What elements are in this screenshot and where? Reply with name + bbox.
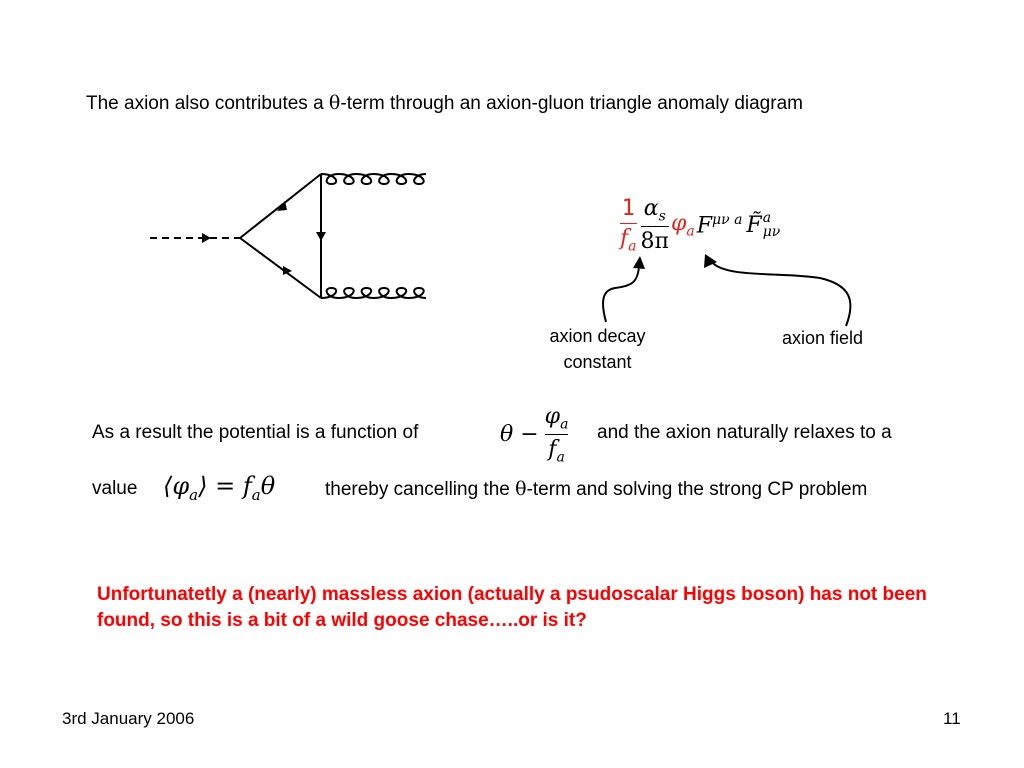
gluon-line-lower [321, 288, 426, 298]
a-subscript: a [628, 238, 637, 255]
phi-symbol: φ [670, 211, 687, 236]
f-a-denominator-2 [548, 437, 565, 465]
fermion-arrow-vertical [316, 232, 326, 241]
F-tilde-subscript: μν [762, 224, 781, 241]
F-tilde-superscript: a [762, 210, 772, 227]
phi-num-sub: a [560, 416, 569, 433]
phi-num-symbol: φ [544, 404, 561, 429]
title-text-end: -term through an axion-gluon triangle anomaly diagram [340, 93, 803, 114]
slide-title [86, 92, 803, 115]
relaxes-text: and the axion naturally relaxes to a [597, 422, 892, 443]
footer-date: 3rd January 2006 [62, 709, 195, 728]
F-symbol: F [696, 213, 713, 239]
f-symbol: f [620, 226, 629, 251]
theta-minus: θ − [500, 422, 539, 448]
page-number: 11 [943, 709, 961, 728]
cancelling-text [325, 478, 867, 501]
phi-subscript: a [686, 223, 695, 240]
fermion-line-upper [240, 174, 321, 238]
eight-pi: 8π [640, 229, 669, 255]
vev-equals-f: ⟩ = f [198, 472, 252, 500]
arrow-decay-constant-head [633, 256, 645, 269]
s-subscript: s [658, 208, 666, 225]
inverse-decay-constant [620, 196, 637, 254]
theta-symbol-2: θ [515, 478, 527, 500]
vev-equation [163, 472, 275, 504]
vev-open: ⟨φ [163, 472, 190, 500]
dual-field-strength [746, 211, 780, 239]
gluon-line-upper [321, 174, 426, 184]
vev-sub: a [189, 485, 199, 504]
fraction-bar-2 [641, 226, 669, 227]
field-strength [697, 212, 743, 238]
warning-text: Unfortunatetly a (nearly) massless axion (actually a psudoscalar Higgs boson) has not been found, so this is a bit of a wild goose chase…..or is it? [97, 584, 927, 631]
phi-a [671, 211, 695, 239]
arrow-field [712, 262, 850, 326]
fraction-bar-3 [545, 434, 569, 435]
theta-minus-phi-over-f [500, 404, 568, 466]
label-axion-decay-constant: axion decay constant [549, 326, 646, 372]
f-den-sub: a [556, 449, 565, 466]
value-text: value [92, 478, 138, 499]
vev-f-sub: a [251, 485, 261, 504]
title-text-start: The axion also contributes a [86, 93, 329, 114]
label-axion-field: axion field [782, 328, 864, 348]
f-den-symbol: f [548, 437, 557, 463]
arrow-decay-constant [603, 266, 639, 322]
phi-over-f [545, 404, 569, 466]
alpha-symbol: α [643, 196, 659, 221]
phi-a-numerator [545, 404, 569, 432]
numerator-one: 1 [621, 196, 635, 221]
alpha-over-8pi [641, 196, 669, 254]
alpha-s [644, 196, 666, 224]
cancelling-text-end: -term and solving the strong CP problem [526, 479, 868, 500]
triangle-anomaly-diagram [145, 165, 445, 325]
fraction-bar-1 [620, 223, 637, 224]
axion-arrow [202, 233, 211, 243]
vev-theta: θ [260, 472, 276, 500]
potential-text: As a result the potential is a function of [92, 422, 419, 443]
cancelling-text-start: thereby cancelling the [325, 479, 516, 500]
lagrangian-formula [620, 196, 780, 254]
F-superscript: μν a [712, 212, 743, 229]
F-tilde-symbol: F̃ [746, 212, 762, 238]
theta-symbol: θ [328, 92, 341, 114]
fermion-line-lower [240, 238, 321, 298]
